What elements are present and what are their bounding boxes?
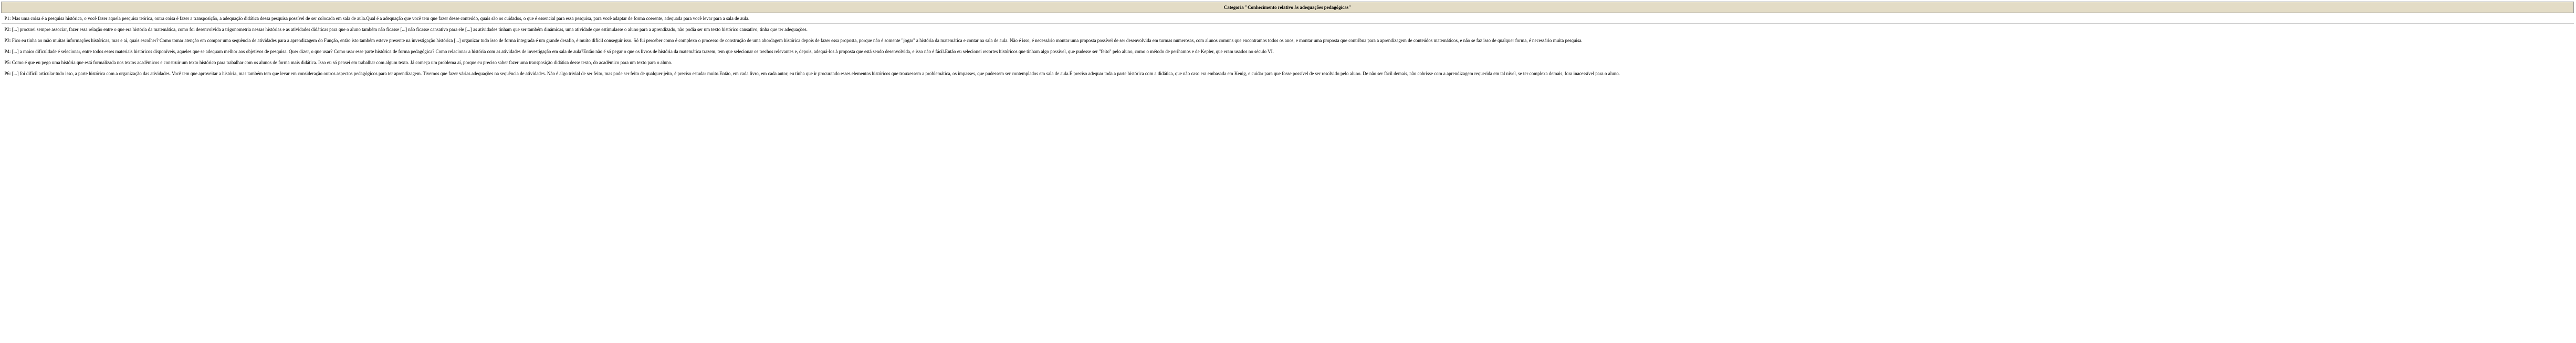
quote-text: [...] a maior dificuldade é selecionar, entre todos esses materiais históricos disponíveis, aqueles que se adequam melhor aos objetivos de pesquisa. Quer dizer, o que usar? Como usar esse parte histórica de forma pedagógica? Como relacionar a história com as atividades de investigação em sala de aula?Então não é só pegar o que os livros de história da matemática trazem, tem que selecionar os trechos relevantes e, depois, adequá-los à proposta que está sendo desenvolvida, e isso não é fácil.Então eu selecionei recortes históricos que tinham algo possível, que pudesse ser "feito" pelo aluno, como o método de perihamos e de Kepler, que eram usados no século VI. <box>12 49 1274 54</box>
speaker-label: P3: <box>4 38 11 43</box>
quote-text: Fico eu tinha ao mão muitas informações históricas, mas e aí, quais escolher? Como tomar atenção em compor uma sequência de atividades para a aprendizagem do Função, então isto também esteve presente na investigação histórica [...] organizar tudo isso de forma integrada é um grande desafio, é muito difícil conseguir isso. Só fui perceber como é complexo o processo de construção de uma abordagem histórica depois de fazer essa proposta, porque não é somente "jogar" a história da matemática e contar na sala de aula. Não é isso, é necessário montar uma proposta possível de ser desenvolvida em turmas numerosas, com alunos comuns que encontramos todos os anos, e montar uma proposta que contribua para a aprendizagem de conteúdos matemáticos, e não se faz isso de qualquer forma, é necessário muita pesquisa. <box>12 38 1583 43</box>
category-header: Categoria "Conhecimento relativo às adequações pedagógicas" <box>2 2 2574 13</box>
quote-cell <box>2 46 2574 57</box>
quote-text: [...] procurei sempre associar, fazer essa relação entre o que era história da matemática, como foi desenvolvida a trigonometria nessas histórias e as atividades didáticas para que o aluno também não ficasse [...] não ficasse cansativo para ele [...] as atividades tinham que ser também dinâmicas, uma atividade que estimulasse o aluno para a aprendizado, não podia ser um texto histórico cansativo, tinha que ter adequações. <box>12 27 808 32</box>
speaker-label: P4: <box>4 49 11 54</box>
table-row <box>2 57 2574 68</box>
quote-cell <box>2 68 2574 79</box>
table-row <box>2 68 2574 79</box>
quote-text: [...] foi difícil articular tudo isso, a parte histórica com a organização das atividades. Você tem que aproveitar a história, mas também tem que levar em consideração outros aspectos pedagógicos para ter aprendizagem. Tivemos que fazer várias adequações na sequência de atividades. Não é algo trivial de ser feito, mas pode ser feito de qualquer jeito, é preciso estudar muito.Então, em cada livro, em cada autor, eu tinha que ir procurando esses elementos históricos que trouxessem a problemática, os impasses, que pudessem ser contemplados em sala de aula.É preciso adequar toda a parte histórica com a didática, que não caso era embasada em Kenig, e cuidar para que fosse possível de ser resolvido pelo aluno. De não ser fácil demais, não cobrisse com a aprendizagem requerida em tal nível, se ter complexa demais, fora inacessível para o aluno. <box>12 71 1620 76</box>
quote-text: Mas uma coisa é a pesquisa histórica, o você fazer aquela pesquisa teórica, outra coisa é fazer a transposição, a adequação didática dessa pesquisa possível de ser colocada em sala de aula.Qual é a adequação que você tem que fazer desse conteúdo, quais são os cuidados, o que é essencial para essa pesquisa, para você adaptar de forma coerente, adequada para você levar para a sala de aula. <box>12 16 750 21</box>
table-header-row <box>2 2 2574 13</box>
quote-cell <box>2 24 2574 35</box>
table-row <box>2 24 2574 35</box>
speaker-label: P6: <box>4 71 11 76</box>
speaker-label: P1: <box>4 16 11 21</box>
quote-cell <box>2 35 2574 46</box>
quote-cell <box>2 57 2574 68</box>
quote-cell <box>2 13 2574 24</box>
table-row <box>2 13 2574 24</box>
table-row <box>2 46 2574 57</box>
quotes-table <box>1 2 2574 79</box>
document-page <box>1 2 2574 79</box>
speaker-label: P2: <box>4 27 11 32</box>
speaker-label: P5: <box>4 60 11 65</box>
quote-text: Como é que eu pego uma história que está formalizada nos textos acadêmicos e construir um texto histórico para trabalhar com os alunos de forma mais didática. Isso eu só pensei em trabalhar com algum texto. Já começa um problema aí, porque eu preciso saber fazer uma transposição didática desse texto, do acadêmico para um texto para o aluno. <box>12 60 673 65</box>
table-row <box>2 35 2574 46</box>
